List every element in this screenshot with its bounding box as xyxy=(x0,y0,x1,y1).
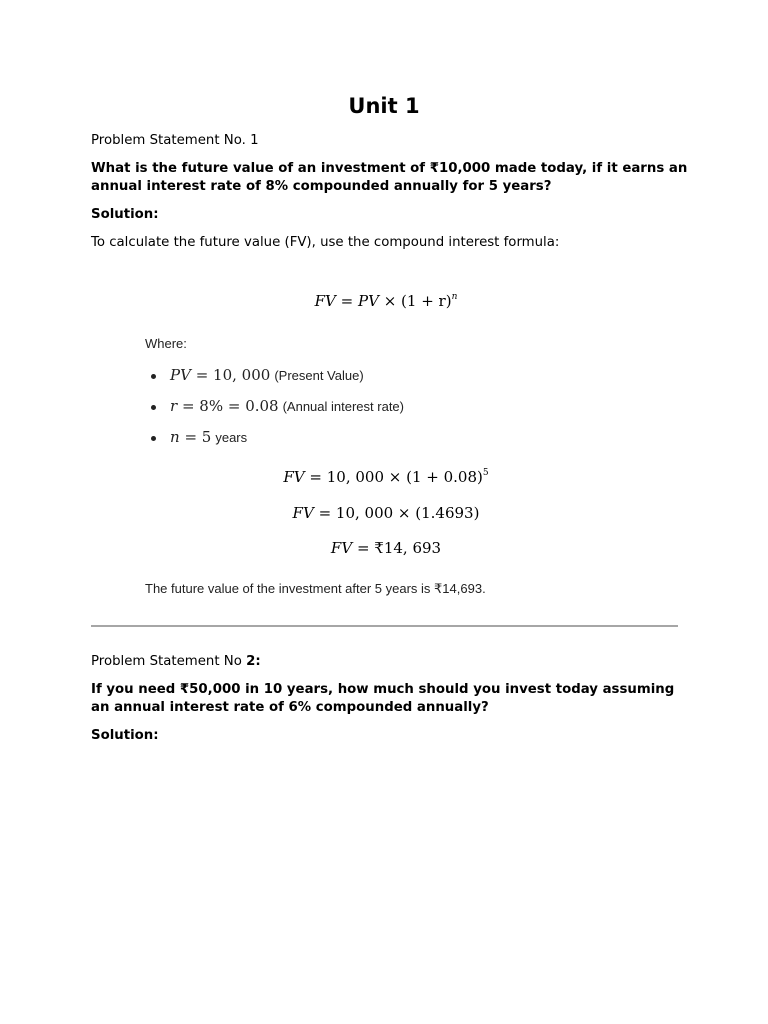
bullet-dot xyxy=(151,436,156,441)
problem-1-conclusion: The future value of the investment after 5 years is ₹14,693. xyxy=(145,581,486,596)
calculation-step-1 xyxy=(91,468,681,486)
step-rhs: = ₹14, 693 xyxy=(356,539,442,557)
problem-1-intro: To calculate the future value (FV), use the compound interest formula: xyxy=(91,235,560,250)
problem-2-label-prefix: Problem Statement No xyxy=(91,654,247,669)
bullet-n xyxy=(151,428,247,446)
formula-pv: PV xyxy=(357,292,379,310)
bullet-note: years xyxy=(215,430,248,445)
bullet-r xyxy=(151,397,404,415)
bullet-note: (Present Value) xyxy=(274,368,364,383)
bullet-dot xyxy=(151,405,156,410)
bullet-var: n xyxy=(170,428,180,446)
compound-interest-formula: FV = PV × $(1 + r)^n$ xyxy=(314,292,458,310)
problem-1-solution-label: Solution: xyxy=(91,207,159,222)
step-rhs: = 10, 000 × (1.4693) xyxy=(318,504,480,522)
formula-exponent: n xyxy=(451,292,458,302)
problem-2-label xyxy=(91,653,261,671)
problem-1-label: Problem Statement No. 1 xyxy=(91,133,259,148)
problem-2-label-number: 2: xyxy=(246,654,261,669)
calculation-step-2 xyxy=(91,504,681,522)
step-lhs: FV xyxy=(292,504,314,522)
formula-lhs: FV xyxy=(314,292,336,310)
step-lhs: FV xyxy=(330,539,353,557)
problem-2-solution-label: Solution: xyxy=(91,728,159,743)
bullet-value: = 8% = 0.08 xyxy=(181,397,279,415)
step-exponent: 5 xyxy=(482,468,489,478)
bullet-note: (Annual interest rate) xyxy=(282,399,404,414)
problem-1-question: What is the future value of an investment of ₹10,000 made today, if it earns an annual interest rate of 8% compounded annually for 5 years? xyxy=(91,161,688,194)
step-lhs: FV xyxy=(283,468,305,486)
page-title: Unit 1 xyxy=(348,94,420,118)
formula-growth: (1 + r) xyxy=(401,292,452,310)
bullet-pv xyxy=(151,366,364,384)
step-rhs: = 10, 000 × (1 + 0.08) xyxy=(309,468,483,486)
calculation-step-3 xyxy=(91,539,681,557)
problem-2-question: If you need ₹50,000 in 10 years, how much should you invest today assuming an annual interest rate of 6% compounded annually? xyxy=(91,682,675,715)
bullet-dot xyxy=(151,374,156,379)
formula-image xyxy=(91,270,681,610)
where-label: Where: xyxy=(145,336,187,351)
bullet-value: = 10, 000 xyxy=(195,366,271,384)
bullet-var: PV xyxy=(170,366,191,384)
bullet-value: = 5 xyxy=(184,428,212,446)
bullet-var: r xyxy=(170,397,178,415)
section-divider xyxy=(91,625,678,627)
